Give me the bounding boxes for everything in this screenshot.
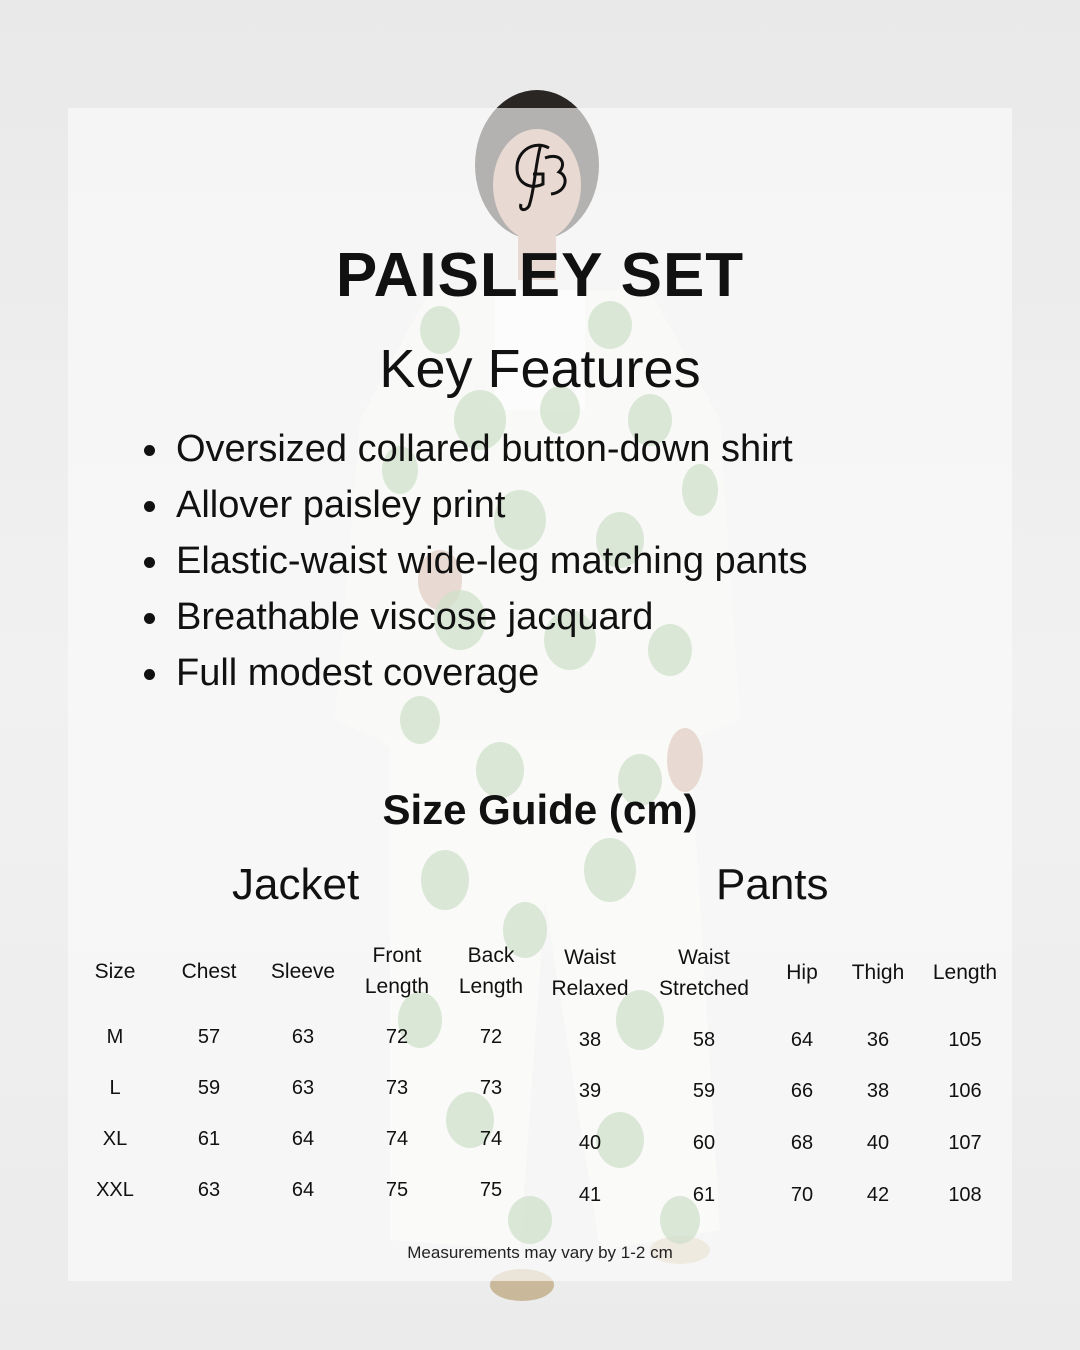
cell-length: 105 bbox=[948, 1029, 982, 1051]
cell-front-length: 73 bbox=[385, 1077, 409, 1099]
header-chest: Chest bbox=[181, 960, 237, 983]
cell-waist-relaxed: 39 bbox=[578, 1080, 602, 1102]
feature-list bbox=[140, 424, 808, 704]
header-hip: Hip bbox=[786, 961, 818, 984]
cell-size: XL bbox=[102, 1128, 128, 1150]
header-size: Size bbox=[94, 960, 136, 983]
cell-waist-stretched: 59 bbox=[692, 1080, 716, 1102]
cell-thigh: 38 bbox=[866, 1080, 890, 1102]
cell-chest: 63 bbox=[197, 1179, 221, 1201]
cell-waist-stretched: 60 bbox=[692, 1132, 716, 1154]
header-back-length-line2: Length bbox=[458, 975, 524, 998]
cell-back-length: 73 bbox=[479, 1077, 503, 1099]
cell-length: 107 bbox=[948, 1132, 982, 1154]
header-waist-stretched bbox=[659, 942, 749, 1004]
cell-thigh: 36 bbox=[866, 1029, 890, 1051]
cell-thigh: 42 bbox=[866, 1184, 890, 1206]
measurement-note: Measurements may vary by 1-2 cm bbox=[407, 1243, 673, 1262]
cell-sleeve: 64 bbox=[291, 1128, 315, 1150]
feature-item: Full modest coverage bbox=[140, 648, 808, 704]
header-waist-stretched-line2: Stretched bbox=[659, 977, 749, 1000]
size-guide-heading: Size Guide (cm) bbox=[382, 786, 698, 833]
cell-size: L bbox=[109, 1077, 121, 1099]
cell-hip: 70 bbox=[790, 1184, 814, 1206]
feature-item: Elastic-waist wide-leg matching pants bbox=[140, 536, 808, 592]
feature-item: Allover paisley print bbox=[140, 480, 808, 536]
cell-front-length: 75 bbox=[385, 1179, 409, 1201]
cell-waist-stretched: 58 bbox=[692, 1029, 716, 1051]
product-title: PAISLEY SET bbox=[335, 241, 745, 310]
cell-sleeve: 63 bbox=[291, 1077, 315, 1099]
header-front-length-line2: Length bbox=[364, 975, 430, 998]
cell-chest: 57 bbox=[197, 1026, 221, 1048]
header-sleeve: Sleeve bbox=[270, 960, 336, 983]
header-length: Length bbox=[932, 961, 998, 984]
header-back-length bbox=[459, 940, 523, 1002]
feature-item: Oversized collared button-down shirt bbox=[140, 424, 808, 480]
header-front-length-line1: Front bbox=[372, 944, 422, 967]
cell-back-length: 75 bbox=[479, 1179, 503, 1201]
pants-heading: Pants bbox=[716, 860, 829, 909]
cell-front-length: 72 bbox=[385, 1026, 409, 1048]
cell-size: XXL bbox=[96, 1179, 134, 1201]
header-back-length-line1: Back bbox=[467, 944, 515, 967]
cell-front-length: 74 bbox=[385, 1128, 409, 1150]
cell-back-length: 72 bbox=[479, 1026, 503, 1048]
header-front-length bbox=[365, 940, 429, 1002]
cell-back-length: 74 bbox=[479, 1128, 503, 1150]
cell-waist-stretched: 61 bbox=[692, 1184, 716, 1206]
feature-item: Breathable viscose jacquard bbox=[140, 592, 808, 648]
cell-waist-relaxed: 38 bbox=[578, 1029, 602, 1051]
cell-sleeve: 63 bbox=[291, 1026, 315, 1048]
monogram-logo-icon bbox=[505, 134, 575, 214]
header-waist-stretched-line1: Waist bbox=[678, 946, 730, 969]
cell-hip: 68 bbox=[790, 1132, 814, 1154]
cell-chest: 59 bbox=[197, 1077, 221, 1099]
cell-thigh: 40 bbox=[866, 1132, 890, 1154]
cell-size: M bbox=[106, 1026, 124, 1048]
cell-waist-relaxed: 41 bbox=[578, 1184, 602, 1206]
header-thigh: Thigh bbox=[851, 961, 905, 984]
cell-chest: 61 bbox=[197, 1128, 221, 1150]
jacket-heading: Jacket bbox=[232, 860, 360, 909]
cell-hip: 64 bbox=[790, 1029, 814, 1051]
cell-length: 106 bbox=[948, 1080, 982, 1102]
header-waist-relaxed-line2: Relaxed bbox=[551, 977, 629, 1000]
cell-waist-relaxed: 40 bbox=[578, 1132, 602, 1154]
cell-length: 108 bbox=[948, 1184, 982, 1206]
header-waist-relaxed-line1: Waist bbox=[564, 946, 616, 969]
key-features-heading: Key Features bbox=[379, 339, 701, 399]
cell-hip: 66 bbox=[790, 1080, 814, 1102]
header-waist-relaxed bbox=[551, 942, 628, 1004]
cell-sleeve: 64 bbox=[291, 1179, 315, 1201]
